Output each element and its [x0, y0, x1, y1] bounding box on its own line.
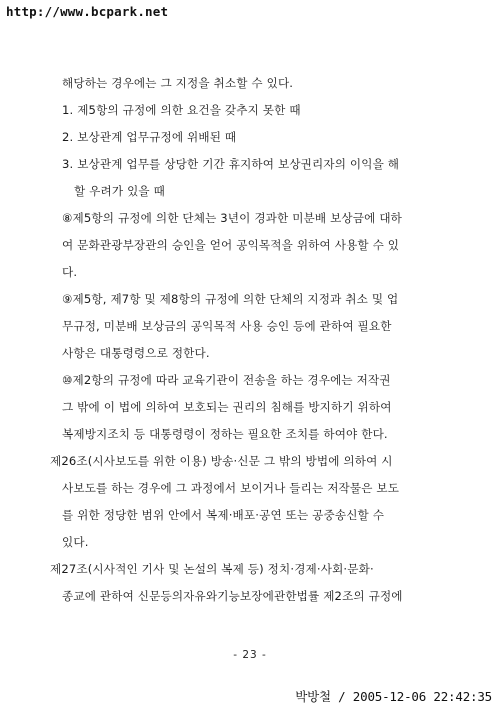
text-line: 1. 제5항의 규정에 의한 요건을 갖추지 못한 때 [62, 103, 301, 117]
text-line: 3. 보상관계 업무를 상당한 기간 휴지하여 보상권리자의 이익을 해 [62, 157, 400, 171]
site-watermark: http://www.bcpark.net [6, 4, 169, 19]
text-line: 그 밖에 이 법에 의하여 보호되는 권리의 침해를 방지하기 위하여 [62, 400, 392, 414]
text-line: 2. 보상관계 업무규정에 위배된 때 [62, 130, 237, 144]
author-timestamp: 박방철 / 2005-12-06 22:42:35 [295, 689, 492, 704]
text-line: 사항은 대통령령으로 정한다. [62, 346, 210, 360]
text-line: 종교에 관하여 신문등의자유와기능보장에관한법률 제2조의 규정에 [62, 589, 403, 603]
text-line: ⑩제2항의 규정에 따라 교육기관이 전송을 하는 경우에는 저작권 [62, 373, 391, 387]
text-line: 제26조(시사보도를 위한 이용) 방송·신문 그 밖의 방법에 의하여 시 [50, 454, 393, 468]
text-line: 무규정, 미분배 보상금의 공익목적 사용 승인 등에 관하여 필요한 [62, 319, 392, 333]
text-line: ⑧제5항의 규정에 의한 단체는 3년이 경과한 미분배 보상금에 대하 [62, 211, 403, 225]
text-line: 있다. [62, 535, 89, 549]
text-line: 해당하는 경우에는 그 지정을 취소할 수 있다. [62, 76, 294, 90]
text-line: 복제방지조치 등 대통령령이 정하는 필요한 조치를 하여야 한다. [62, 427, 388, 441]
text-line: 제27조(시사적인 기사 및 논설의 복제 등) 정치·경제·사회·문화· [50, 562, 374, 576]
text-line: 사보도를 하는 경우에 그 과정에서 보이거나 들리는 저작물은 보도 [62, 481, 400, 495]
text-line: ⑨제5항, 제7항 및 제8항의 규정에 의한 단체의 지정과 취소 및 업 [62, 292, 399, 306]
page-number: - 23 - [233, 649, 267, 661]
text-line: 할 우려가 있을 때 [74, 184, 165, 198]
text-line: 를 위한 정당한 범위 안에서 복제·배포·공연 또는 공중송신할 수 [62, 508, 385, 522]
text-line: 다. [62, 265, 78, 279]
text-line: 여 문화관광부장관의 승인을 얻어 공익목적을 위하여 사용할 수 있 [62, 238, 400, 252]
